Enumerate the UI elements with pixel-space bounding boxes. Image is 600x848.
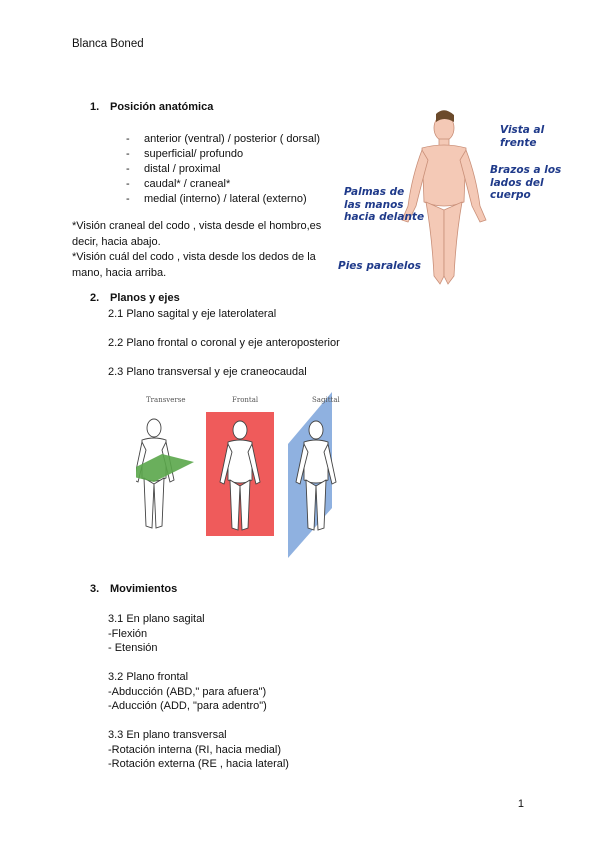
section-2-heading	[90, 292, 180, 304]
page-number: 1	[517, 798, 524, 810]
group-title: 3.1 En plano sagital	[108, 613, 205, 625]
list-item: - anterior (ventral) / posterior ( dorsal)	[126, 133, 321, 145]
anatomical-terms-list	[126, 132, 320, 207]
label-front-view: Vista al frente	[500, 124, 545, 149]
list-item: - superficial/ profundo	[126, 148, 244, 160]
list-item: - distal / proximal	[126, 163, 221, 175]
list-item: - caudal* / craneal*	[126, 178, 231, 190]
anatomical-position-figure	[336, 106, 580, 290]
section-3-number: 3.	[90, 583, 100, 595]
body-planes-figure	[136, 388, 364, 564]
group-title: 3.2 Plano frontal	[108, 671, 189, 683]
label-arms: Brazos a los lados del cuerpo	[490, 164, 562, 201]
footnote-line: decir, hacia abajo.	[72, 235, 161, 248]
list-item: - Etensión	[108, 642, 158, 654]
section-3-heading	[90, 583, 177, 595]
label-frontal: Frontal	[232, 396, 259, 404]
label-feet: Pies paralelos	[338, 260, 421, 272]
footnote-block	[72, 219, 321, 281]
plane-item: 2.2 Plano frontal o coronal y eje anteroposterior	[108, 337, 340, 349]
label-palms: Palmas de las manos hacia delante	[344, 186, 425, 223]
footnote-line: mano, hacia arriba.	[72, 266, 167, 279]
planes-illustration	[136, 388, 364, 564]
plane-item: 2.1 Plano sagital y eje laterolateral	[108, 308, 277, 320]
author-name: Blanca Boned	[72, 38, 144, 50]
list-item: -Rotación externa (RE , hacia lateral)	[108, 758, 289, 770]
section-1-title: Posición anatómica	[110, 101, 214, 113]
label-transverse: Transverse	[146, 396, 186, 404]
list-item: -Rotación interna (RI, hacia medial)	[108, 743, 282, 756]
plane-item: 2.3 Plano transversal y eje craneocaudal	[108, 366, 307, 378]
list-item: -Aducción (ADD, "para adentro")	[108, 700, 267, 712]
movement-group-transverse	[108, 728, 289, 772]
label-sagittal: Sagittal	[312, 396, 340, 404]
section-1-number: 1.	[90, 101, 100, 113]
section-2-number: 2.	[90, 292, 100, 304]
footnote-line: *Visión craneal del codo , vista desde el hombro,es	[72, 220, 322, 232]
list-item: - medial (interno) / lateral (externo)	[126, 193, 307, 205]
footnote-line: *Visión cuál del codo , vista desde los dedos de la	[72, 251, 316, 263]
movement-group-frontal	[108, 670, 267, 714]
list-item: -Abducción (ABD," para afuera")	[108, 685, 267, 698]
list-item: -Flexión	[108, 627, 148, 640]
section-2-title: Planos y ejes	[110, 292, 180, 304]
section-3-title: Movimientos	[110, 583, 178, 595]
group-title: 3.3 En plano transversal	[108, 729, 227, 741]
section-1-heading	[90, 101, 213, 113]
movement-group-sagittal	[108, 612, 205, 656]
